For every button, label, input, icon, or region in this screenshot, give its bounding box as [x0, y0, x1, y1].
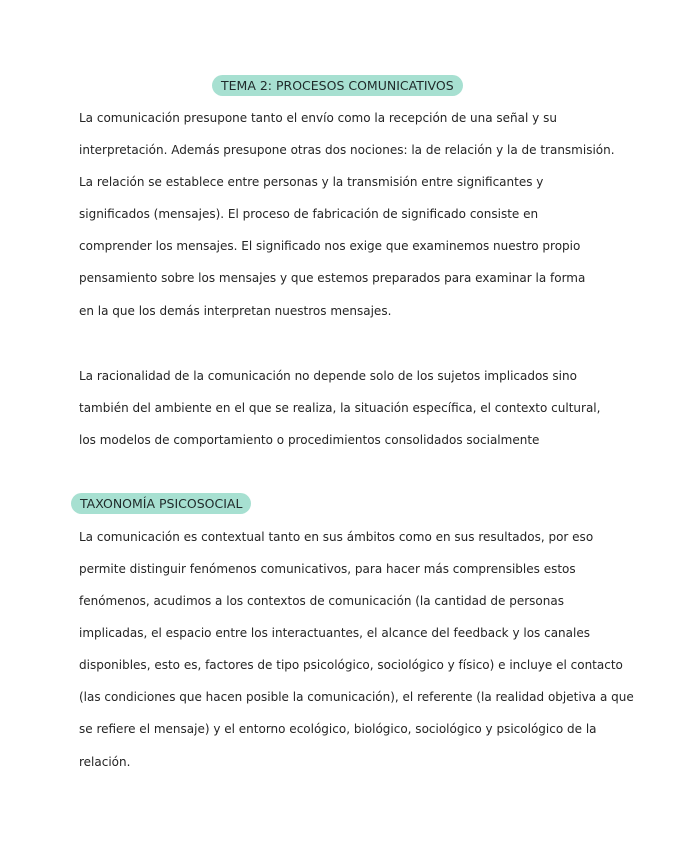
- section-heading: TAXONOMÍA PSICOSOCIAL: [71, 493, 251, 514]
- paragraph-1-line-2: interpretación. Además presupone otras dos nociones: la de relación y la de transmisión.: [79, 143, 615, 157]
- paragraph-1-line-4: significados (mensajes). El proceso de fabricación de significado consiste en: [79, 207, 539, 221]
- paragraph-1-line-6: pensamiento sobre los mensajes y que estemos preparados para examinar la forma: [79, 271, 586, 285]
- paragraph-2-line-1: La racionalidad de la comunicación no depende solo de los sujetos implicados sino: [79, 369, 577, 383]
- paragraph-2-line-2: también del ambiente en el que se realiza, la situación específica, el contexto cultural,: [79, 401, 601, 415]
- paragraph-1-line-3: La relación se establece entre personas y la transmisión entre significantes y: [79, 175, 544, 189]
- paragraph-3-line-1: La comunicación es contextual tanto en sus ámbitos como en sus resultados, por eso: [79, 530, 594, 544]
- paragraph-3-line-6: (las condiciones que hacen posible la comunicación), el referente (la realidad objetiva a que: [79, 690, 634, 704]
- paragraph-2-line-3: los modelos de comportamiento o procedimientos consolidados socialmente: [79, 433, 540, 447]
- paragraph-3-line-3: fenómenos, acudimos a los contextos de comunicación (la cantidad de personas: [79, 594, 564, 608]
- paragraph-1-line-5: comprender los mensajes. El significado nos exige que examinemos nuestro propio: [79, 239, 581, 253]
- paragraph-3-line-5: disponibles, esto es, factores de tipo psicológico, sociológico y físico) e incluye el contacto: [79, 658, 623, 672]
- paragraph-3-line-2: permite distinguir fenómenos comunicativos, para hacer más comprensibles estos: [79, 562, 576, 576]
- paragraph-1-line-1: La comunicación presupone tanto el envío como la recepción de una señal y su: [79, 111, 557, 125]
- paragraph-1-line-7: en la que los demás interpretan nuestros mensajes.: [79, 304, 392, 318]
- paragraph-3-line-4: implicadas, el espacio entre los interactuantes, el alcance del feedback y los canales: [79, 626, 590, 640]
- paragraph-3-line-7: se refiere el mensaje) y el entorno ecológico, biológico, sociológico y psicológico de la: [79, 722, 597, 736]
- page-title: TEMA 2: PROCESOS COMUNICATIVOS: [212, 75, 463, 96]
- paragraph-3-line-8: relación.: [79, 755, 131, 769]
